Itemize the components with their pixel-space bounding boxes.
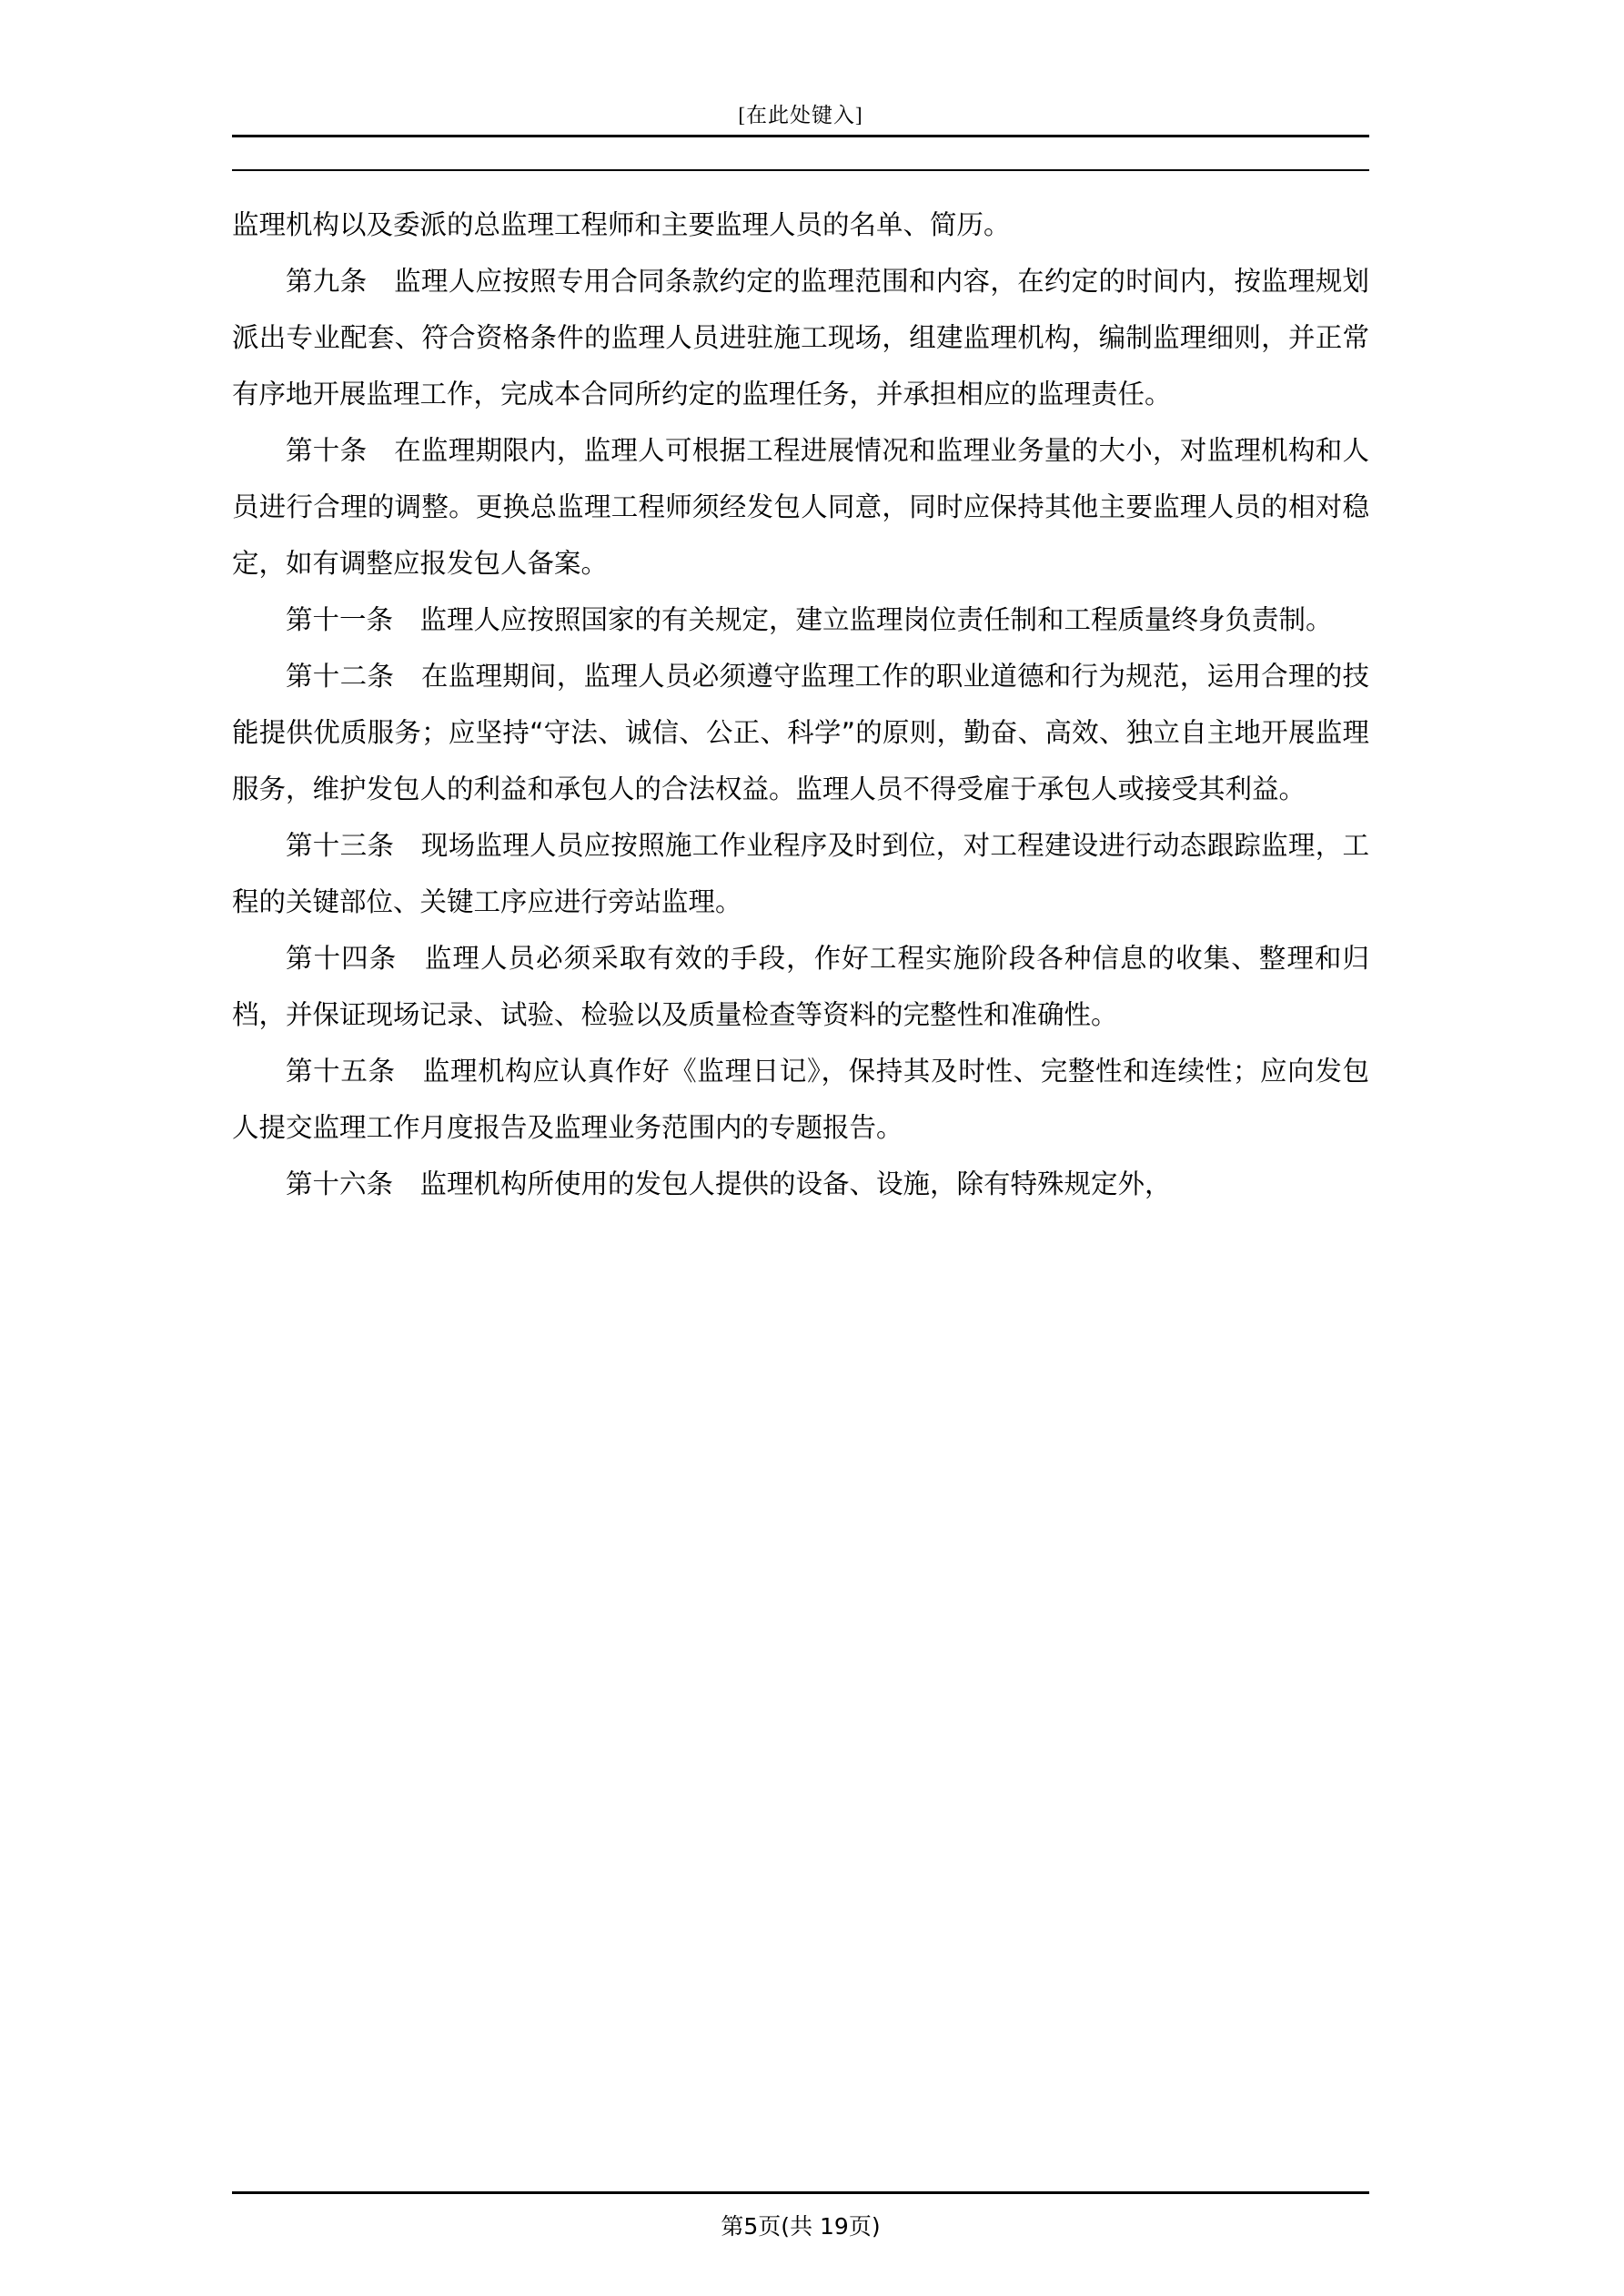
document-body [232, 197, 1369, 1212]
page-content [232, 0, 1369, 2296]
page-header [232, 98, 1369, 128]
paragraph: 监理机构以及委派的总监理工程师和主要监理人员的名单、简历。 [232, 209, 1011, 240]
paragraph: 第十五条 监理机构应认真作好《监理日记》，保持其及时性、完整性和连续性；应向发包人提交监理工作月度报告及监理业务范围内的专题报告。 [232, 1056, 1369, 1143]
paragraph: 第十条 在监理期限内，监理人可根据工程进展情况和监理业务量的大小，对监理机构和人员进行合理的调整。更换总监理工程师须经发包人同意，同时应保持其他主要监理人员的相对稳定，如有调整应报发包人备案。 [232, 435, 1369, 579]
paragraph: 第十二条 在监理期间，监理人员必须遵守监理工作的职业道德和行为规范，运用合理的技能提供优质服务；应坚持“守法、诚信、公正、科学”的原则，勤奋、高效、独立自主地开展监理服务，维护发包人的利益和承包人的合法权益。监理人员不得受雇于承包人或接受其利益。 [232, 661, 1369, 804]
paragraph: 第十四条 监理人员必须采取有效的手段，作好工程实施阶段各种信息的收集、整理和归档，并保证现场记录、试验、检验以及质量检查等资料的完整性和准确性。 [232, 943, 1369, 1030]
header-rule-top [232, 135, 1369, 137]
header-rule-bottom [232, 169, 1369, 171]
header-title: [在此处键入] [738, 104, 863, 126]
paragraph: 第十六条 监理机构所使用的发包人提供的设备、设施，除有特殊规定外， [286, 1168, 1172, 1199]
page-number: 第5页(共 19页) [721, 2213, 881, 2240]
paragraph: 第十三条 现场监理人员应按照施工作业程序及时到位，对工程建设进行动态跟踪监理，工程的关键部位、关键工序应进行旁站监理。 [232, 830, 1369, 917]
paragraph: 第九条 监理人应按照专用合同条款约定的监理范围和内容，在约定的时间内，按监理规划派出专业配套、符合资格条件的监理人员进驻施工现场，组建监理机构，编制监理细则，并正常有序地开展监理工作，完成本合同所约定的监理任务，并承担相应的监理责任。 [232, 266, 1369, 410]
page-footer [232, 2209, 1369, 2241]
paragraph: 第十一条 监理人应按照国家的有关规定，建立监理岗位责任制和工程质量终身负责制。 [286, 604, 1333, 635]
footer-rule [232, 2191, 1369, 2194]
